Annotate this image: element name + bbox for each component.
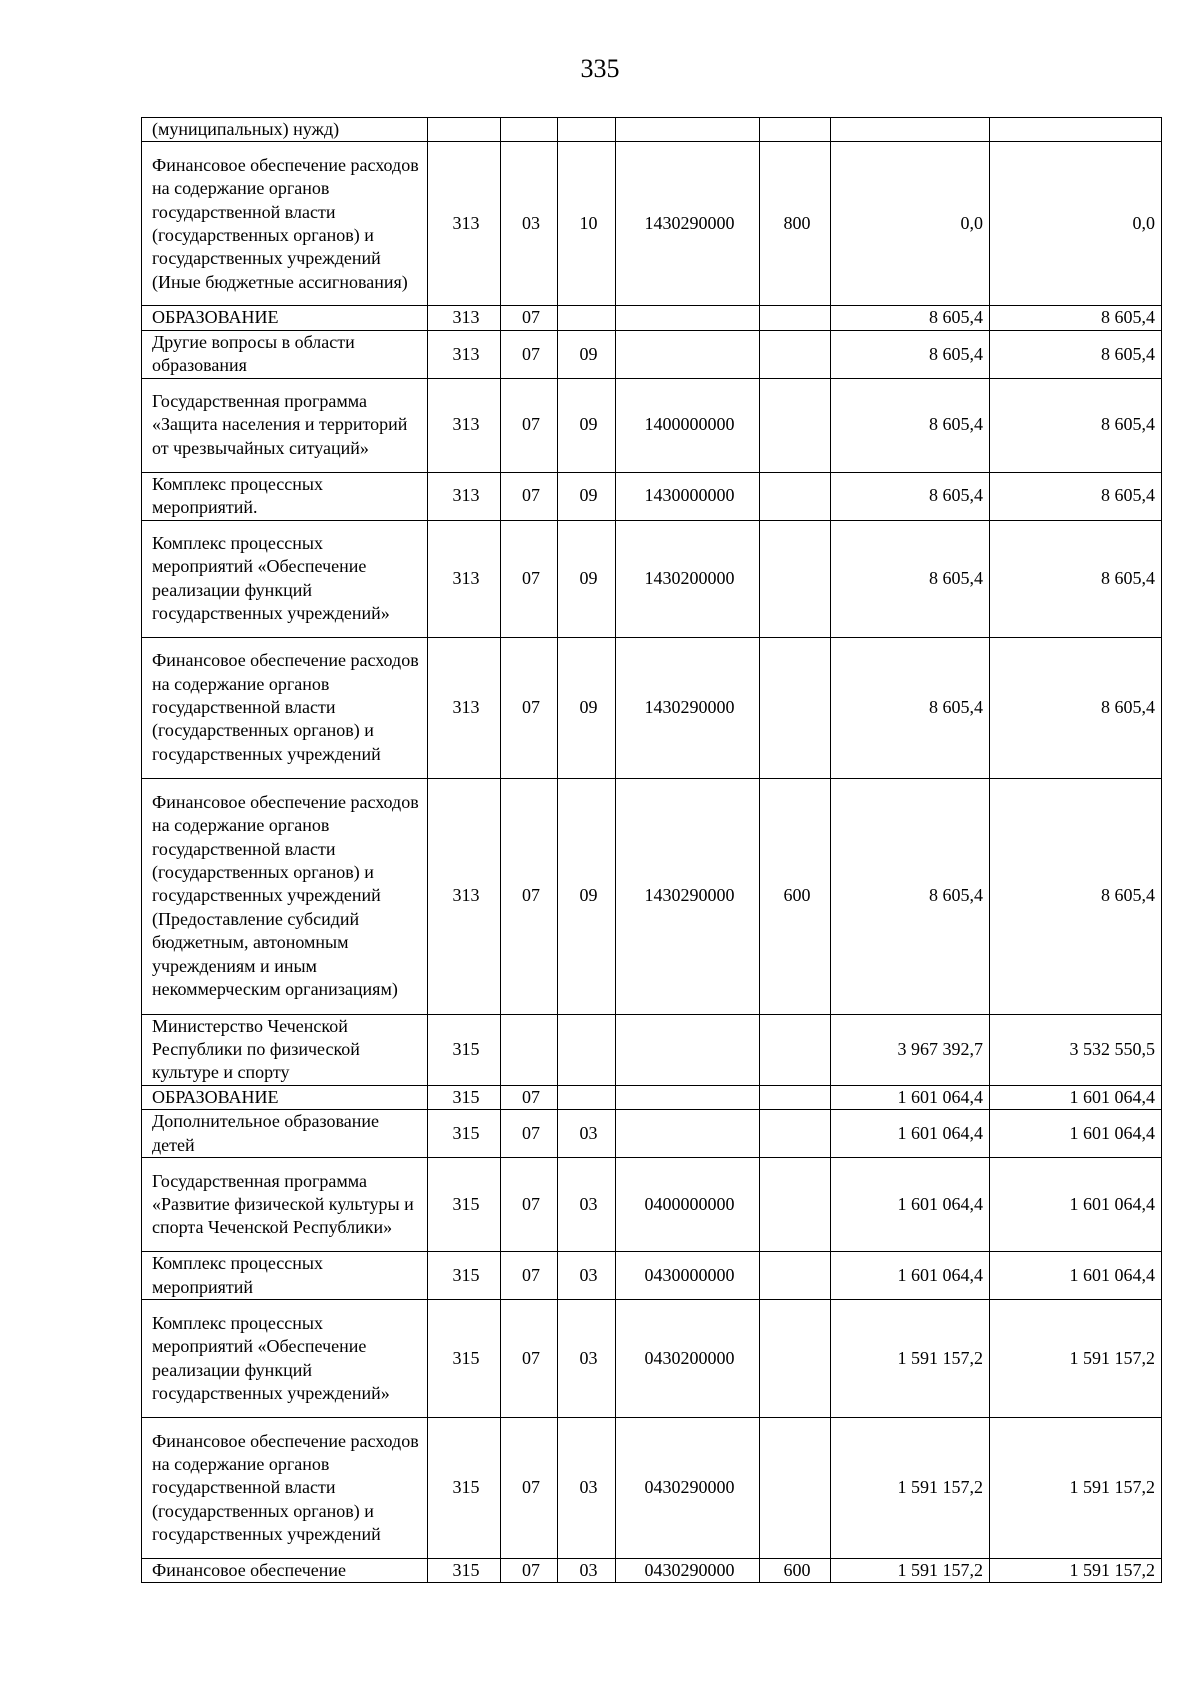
section-code: 07 (501, 1418, 558, 1559)
amount-second: 1 591 157,2 (990, 1300, 1162, 1418)
ved-code: 313 (428, 142, 501, 306)
amount-second: 8 605,4 (990, 637, 1162, 778)
table-row (142, 778, 1162, 1014)
row-name: Министерство Чеченской Республики по физической культуре и спорту (142, 1014, 428, 1085)
ved-code: 313 (428, 637, 501, 778)
expense-type-code (760, 1300, 831, 1418)
section-code: 07 (501, 637, 558, 778)
row-name: Дополнительное образование детей (142, 1110, 428, 1158)
subsection-code: 03 (558, 1110, 616, 1158)
subsection-code: 09 (558, 778, 616, 1014)
target-article-code: 1430200000 (616, 520, 760, 637)
section-code: 07 (501, 1252, 558, 1300)
budget-table-body (142, 118, 1162, 1583)
ved-code: 315 (428, 1158, 501, 1252)
ved-code (428, 118, 501, 142)
row-name: Финансовое обеспечение расходов на содержание органов государственной власти (государственных органов) и государственных учреждений (Иные бюджетные ассигнования) (142, 142, 428, 306)
target-article-code (616, 1014, 760, 1085)
ved-code: 315 (428, 1085, 501, 1109)
amount-first: 3 967 392,7 (831, 1014, 990, 1085)
ved-code: 313 (428, 520, 501, 637)
expense-type-code (760, 472, 831, 520)
amount-first: 8 605,4 (831, 306, 990, 330)
target-article-code: 0430290000 (616, 1418, 760, 1559)
section-code: 07 (501, 378, 558, 472)
subsection-code (558, 118, 616, 142)
table-row (142, 142, 1162, 306)
target-article-code: 1430290000 (616, 142, 760, 306)
row-name: Комплекс процессных мероприятий «Обеспечение реализации функций государственных учреждений» (142, 1300, 428, 1418)
target-article-code: 0430000000 (616, 1252, 760, 1300)
target-article-code: 1430000000 (616, 472, 760, 520)
row-name: ОБРАЗОВАНИЕ (142, 1085, 428, 1109)
amount-first: 1 601 064,4 (831, 1085, 990, 1109)
target-article-code (616, 1110, 760, 1158)
amount-second: 1 601 064,4 (990, 1158, 1162, 1252)
ved-code: 315 (428, 1559, 501, 1583)
target-article-code: 0430290000 (616, 1559, 760, 1583)
row-name: Государственная программа «Защита населения и территорий от чрезвычайных ситуаций» (142, 378, 428, 472)
amount-first: 1 601 064,4 (831, 1252, 990, 1300)
table-row (142, 1300, 1162, 1418)
amount-first: 1 591 157,2 (831, 1559, 990, 1583)
ved-code: 313 (428, 330, 501, 378)
ved-code: 315 (428, 1252, 501, 1300)
table-row (142, 1252, 1162, 1300)
table-row (142, 306, 1162, 330)
row-name: Финансовое обеспечение расходов на содержание органов государственной власти (государственных органов) и государственных учреждений (Предоставление субсидий бюджетным, автономным учреждениям и иным некоммерческим организациям) (142, 778, 428, 1014)
section-code: 07 (501, 306, 558, 330)
subsection-code: 03 (558, 1252, 616, 1300)
target-article-code (616, 118, 760, 142)
row-name: Государственная программа «Развитие физической культуры и спорта Чеченской Республики» (142, 1158, 428, 1252)
target-article-code: 0400000000 (616, 1158, 760, 1252)
amount-second: 1 591 157,2 (990, 1418, 1162, 1559)
table-row (142, 330, 1162, 378)
expense-type-code: 800 (760, 142, 831, 306)
amount-second: 1 601 064,4 (990, 1085, 1162, 1109)
target-article-code (616, 330, 760, 378)
amount-first: 1 591 157,2 (831, 1418, 990, 1559)
row-name: (муниципальных) нужд) (142, 118, 428, 142)
row-name: Комплекс процессных мероприятий. (142, 472, 428, 520)
table-row (142, 378, 1162, 472)
subsection-code (558, 1014, 616, 1085)
section-code (501, 1014, 558, 1085)
row-name: Другие вопросы в области образования (142, 330, 428, 378)
ved-code: 315 (428, 1300, 501, 1418)
target-article-code: 1430290000 (616, 637, 760, 778)
subsection-code: 09 (558, 472, 616, 520)
amount-second: 8 605,4 (990, 330, 1162, 378)
page-number: 335 (580, 54, 620, 83)
ved-code: 313 (428, 306, 501, 330)
subsection-code: 09 (558, 330, 616, 378)
expense-type-code (760, 637, 831, 778)
target-article-code: 1430290000 (616, 778, 760, 1014)
amount-second (990, 118, 1162, 142)
table-row (142, 472, 1162, 520)
ved-code: 313 (428, 378, 501, 472)
row-name: Комплекс процессных мероприятий «Обеспечение реализации функций государственных учреждений» (142, 520, 428, 637)
table-row (142, 118, 1162, 142)
amount-second: 3 532 550,5 (990, 1014, 1162, 1085)
expense-type-code: 600 (760, 778, 831, 1014)
subsection-code: 03 (558, 1158, 616, 1252)
target-article-code: 0430200000 (616, 1300, 760, 1418)
section-code: 07 (501, 472, 558, 520)
amount-second: 8 605,4 (990, 778, 1162, 1014)
section-code: 03 (501, 142, 558, 306)
table-row (142, 1085, 1162, 1109)
section-code: 07 (501, 1559, 558, 1583)
expense-type-code (760, 306, 831, 330)
amount-first: 0,0 (831, 142, 990, 306)
ved-code: 315 (428, 1418, 501, 1559)
amount-first: 8 605,4 (831, 330, 990, 378)
amount-second: 8 605,4 (990, 306, 1162, 330)
expense-type-code (760, 1110, 831, 1158)
subsection-code: 10 (558, 142, 616, 306)
table-row (142, 1559, 1162, 1583)
expense-type-code (760, 1085, 831, 1109)
expense-type-code (760, 1014, 831, 1085)
amount-second: 8 605,4 (990, 378, 1162, 472)
subsection-code: 03 (558, 1418, 616, 1559)
section-code: 07 (501, 1085, 558, 1109)
expense-type-code (760, 520, 831, 637)
amount-second: 8 605,4 (990, 472, 1162, 520)
amount-first: 8 605,4 (831, 637, 990, 778)
expense-type-code (760, 118, 831, 142)
table-row (142, 1418, 1162, 1559)
table-row (142, 1110, 1162, 1158)
subsection-code: 03 (558, 1300, 616, 1418)
row-name: Финансовое обеспечение расходов на содержание органов государственной власти (государственных органов) и государственных учреждений (142, 637, 428, 778)
section-code: 07 (501, 520, 558, 637)
row-name: ОБРАЗОВАНИЕ (142, 306, 428, 330)
expense-type-code (760, 378, 831, 472)
subsection-code (558, 306, 616, 330)
amount-second: 1 591 157,2 (990, 1559, 1162, 1583)
table-row (142, 1014, 1162, 1085)
expense-type-code: 600 (760, 1559, 831, 1583)
table-row (142, 520, 1162, 637)
amount-second: 8 605,4 (990, 520, 1162, 637)
amount-first: 8 605,4 (831, 472, 990, 520)
section-code: 07 (501, 1110, 558, 1158)
expense-type-code (760, 1252, 831, 1300)
expense-type-code (760, 1418, 831, 1559)
amount-second: 1 601 064,4 (990, 1110, 1162, 1158)
table-row (142, 637, 1162, 778)
table-row (142, 1158, 1162, 1252)
amount-first: 1 601 064,4 (831, 1158, 990, 1252)
ved-code: 313 (428, 472, 501, 520)
target-article-code (616, 306, 760, 330)
section-code: 07 (501, 1300, 558, 1418)
amount-first: 8 605,4 (831, 520, 990, 637)
section-code: 07 (501, 1158, 558, 1252)
amount-second: 1 601 064,4 (990, 1252, 1162, 1300)
ved-code: 313 (428, 778, 501, 1014)
amount-first: 1 601 064,4 (831, 1110, 990, 1158)
subsection-code: 09 (558, 378, 616, 472)
expense-type-code (760, 330, 831, 378)
section-code: 07 (501, 330, 558, 378)
target-article-code (616, 1085, 760, 1109)
ved-code: 315 (428, 1110, 501, 1158)
amount-first: 8 605,4 (831, 378, 990, 472)
subsection-code: 09 (558, 520, 616, 637)
amount-first (831, 118, 990, 142)
subsection-code: 09 (558, 637, 616, 778)
expense-type-code (760, 1158, 831, 1252)
target-article-code: 1400000000 (616, 378, 760, 472)
amount-first: 8 605,4 (831, 778, 990, 1014)
subsection-code (558, 1085, 616, 1109)
amount-first: 1 591 157,2 (831, 1300, 990, 1418)
row-name: Комплекс процессных мероприятий (142, 1252, 428, 1300)
amount-second: 0,0 (990, 142, 1162, 306)
section-code: 07 (501, 778, 558, 1014)
subsection-code: 03 (558, 1559, 616, 1583)
budget-table (141, 117, 1162, 1583)
section-code (501, 118, 558, 142)
row-name: Финансовое обеспечение (142, 1559, 428, 1583)
ved-code: 315 (428, 1014, 501, 1085)
row-name: Финансовое обеспечение расходов на содержание органов государственной власти (государственных органов) и государственных учреждений (142, 1418, 428, 1559)
